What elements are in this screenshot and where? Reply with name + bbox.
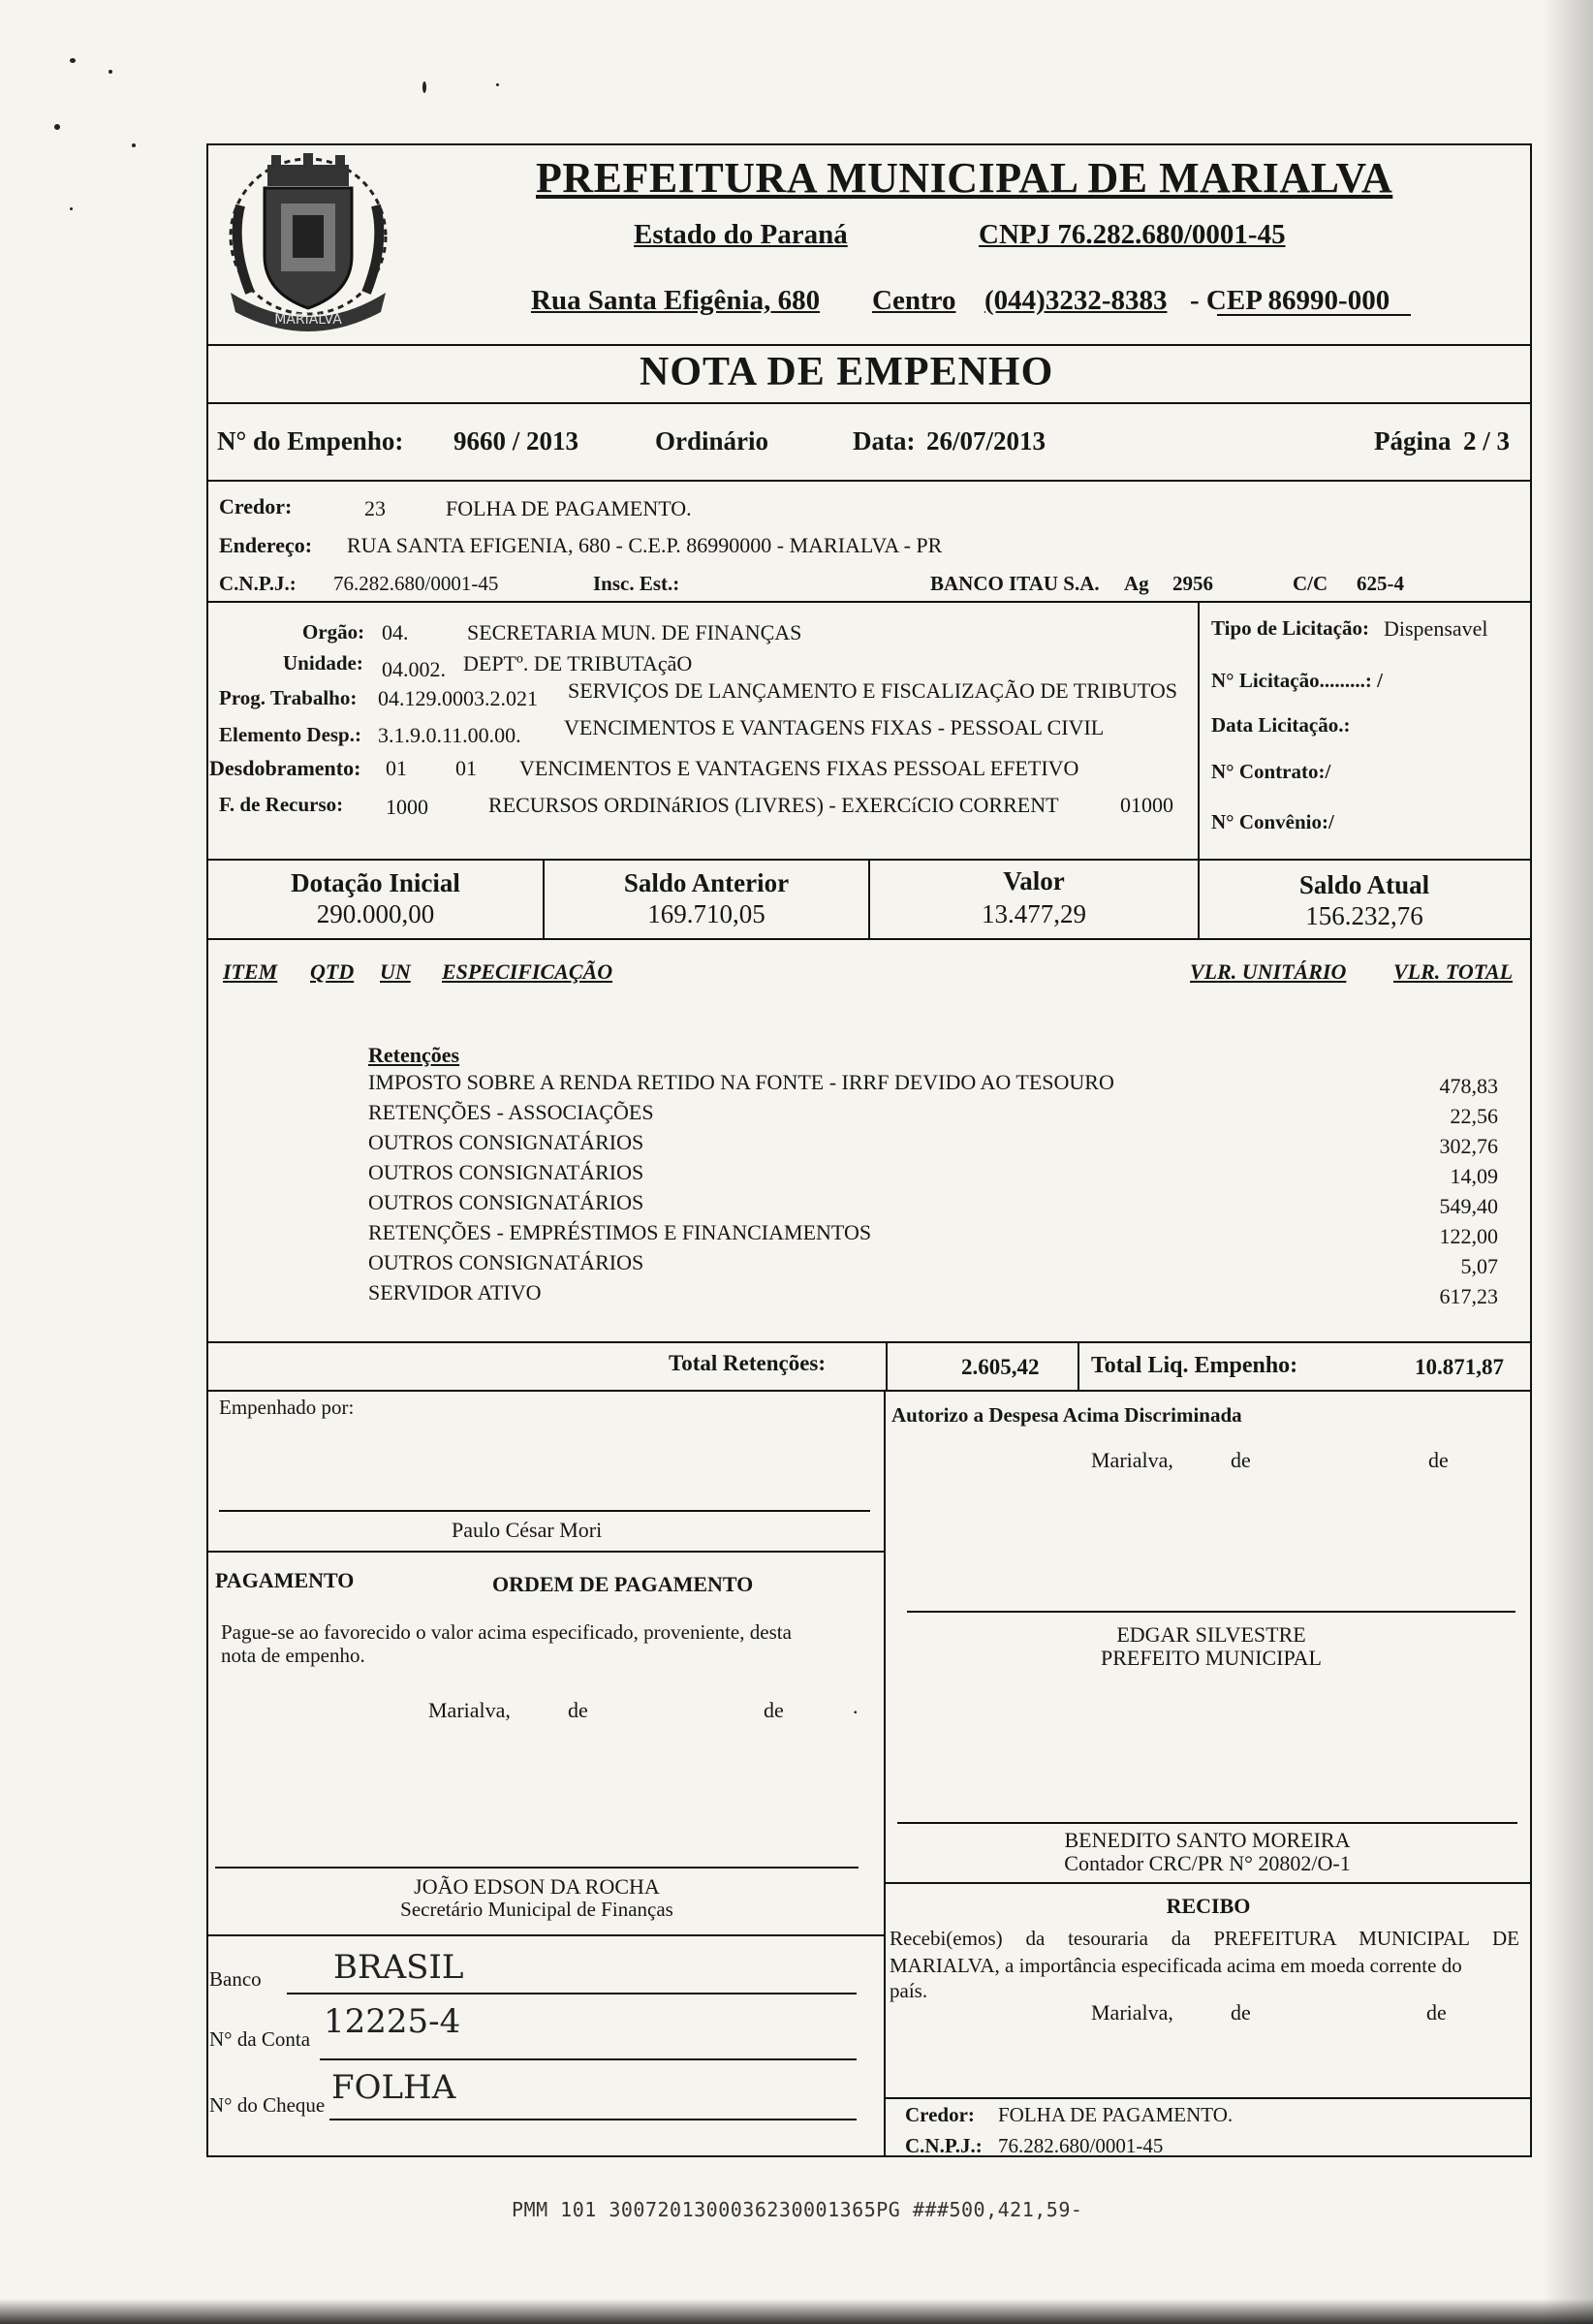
desdobramento-label: Desdobramento: bbox=[209, 756, 361, 780]
banco-label: Banco bbox=[209, 1967, 262, 1991]
divider-vertical bbox=[1198, 601, 1200, 859]
divider bbox=[206, 601, 1532, 603]
retencao-value: 549,40 bbox=[1439, 1194, 1498, 1218]
cnpj-value: 76.282.680/0001-45 bbox=[333, 572, 499, 595]
total-retencoes-value: 2.605,42 bbox=[961, 1355, 1040, 1379]
contador-cargo: Contador CRC/PR N° 20802/O-1 bbox=[1064, 1851, 1351, 1875]
retencao-value: 14,09 bbox=[1450, 1164, 1498, 1188]
autorizo-de-2: de bbox=[1428, 1448, 1449, 1472]
scan-speck bbox=[422, 81, 426, 93]
pague-se-text-2: nota de empenho. bbox=[221, 1644, 365, 1667]
secretario-cargo: Secretário Municipal de Finanças bbox=[400, 1898, 673, 1921]
retencao-desc: OUTROS CONSIGNATÁRIOS bbox=[368, 1160, 644, 1184]
scan-speck bbox=[109, 70, 112, 74]
tipo-licitacao-value: Dispensavel bbox=[1384, 616, 1488, 641]
conta-value: 12225-4 bbox=[324, 2002, 461, 2041]
total-liquido-label: Total Liq. Empenho: bbox=[1091, 1353, 1298, 1378]
scan-speck bbox=[54, 124, 60, 130]
divider bbox=[206, 402, 1532, 404]
retencao-value: 5,07 bbox=[1460, 1254, 1498, 1278]
tipo-licitacao-label: Tipo de Licitação: bbox=[1211, 616, 1369, 640]
saldo-anterior-value: 169.710,05 bbox=[647, 899, 765, 928]
especificacao-header: ESPECIFICAÇÃO bbox=[442, 959, 613, 984]
divider bbox=[206, 1390, 1532, 1392]
page-value: 2 / 3 bbox=[1463, 426, 1511, 455]
cnpj-label: C.N.P.J.: bbox=[219, 572, 297, 595]
recibo-text-3: país. bbox=[890, 1979, 928, 2002]
cep-header: - CEP 86990-000 bbox=[1190, 285, 1390, 316]
elemento-code: 3.1.9.0.11.00.00. bbox=[378, 723, 521, 747]
pague-se-text-1: Pague-se ao favorecido o valor acima especificado, proveniente, desta bbox=[221, 1620, 792, 1644]
svg-text:MARIALVA: MARIALVA bbox=[274, 312, 342, 328]
valor-value: 13.477,29 bbox=[982, 899, 1086, 928]
retencao-value: 302,76 bbox=[1439, 1134, 1498, 1158]
dotacao-inicial-label: Dotação Inicial bbox=[291, 868, 460, 897]
recibo-text-1: Recebi(emos) da tesouraria da PREFEITURA MUNICIPAL DE bbox=[890, 1927, 1519, 1950]
retencao-value: 122,00 bbox=[1439, 1224, 1498, 1248]
unidade-code: 04.002. bbox=[382, 657, 446, 681]
page-label: Página bbox=[1374, 426, 1452, 455]
licitacao-number: N° Licitação.........: / bbox=[1211, 669, 1383, 692]
centro-header: Centro bbox=[872, 285, 956, 316]
desdobramento-desc: VENCIMENTOS E VANTAGENS FIXAS PESSOAL EFETIVO bbox=[519, 756, 1079, 780]
mechanical-stamp: PMM 101 3007201300036230001365PG ###500,421,59- bbox=[512, 2198, 1083, 2221]
contrato-label: N° Contrato:/ bbox=[1211, 760, 1331, 783]
divider bbox=[884, 2097, 1532, 2099]
retencao-desc: RETENÇÕES - EMPRÉSTIMOS E FINANCIAMENTOS bbox=[368, 1220, 872, 1244]
coat-of-arms-icon bbox=[211, 147, 405, 341]
retencoes-title: Retenções bbox=[368, 1043, 460, 1067]
signature-line bbox=[897, 1822, 1517, 1824]
recibo-title: RECIBO bbox=[1166, 1894, 1251, 1918]
pagamento-de-2: de bbox=[764, 1698, 784, 1722]
retencao-value: 22,56 bbox=[1450, 1104, 1498, 1128]
recibo-de-2: de bbox=[1426, 2000, 1447, 2025]
recibo-text-2: MARIALVA, a importância especificada acima em moeda corrente do bbox=[890, 1954, 1462, 1977]
convenio-label: N° Convênio:/ bbox=[1211, 810, 1334, 833]
recibo-de-1: de bbox=[1231, 2000, 1251, 2025]
empenhado-por-label: Empenhado por: bbox=[219, 1396, 355, 1419]
conta-line bbox=[320, 2058, 857, 2060]
scan-speck bbox=[70, 207, 73, 210]
divider bbox=[206, 1341, 1532, 1343]
retencao-value: 617,23 bbox=[1439, 1284, 1498, 1308]
telefone-header: (044)3232-8383 bbox=[984, 285, 1168, 316]
banco-line bbox=[287, 1993, 857, 1994]
prog-trabalho-desc: SERVIÇOS DE LANÇAMENTO E FISCALIZAÇÃO DE TRIBUTOS bbox=[568, 678, 1177, 703]
endereco-value: RUA SANTA EFIGENIA, 680 - C.E.P. 86990000 - MARIALVA - PR bbox=[347, 533, 943, 557]
divider-vertical bbox=[886, 1341, 888, 1390]
unidade-desc: DEPTº. DE TRIBUTAçãO bbox=[463, 651, 693, 675]
saldo-atual-label: Saldo Atual bbox=[1298, 870, 1430, 899]
cheque-line bbox=[329, 2119, 857, 2120]
prefeito-nome: EDGAR SILVESTRE bbox=[1116, 1622, 1306, 1647]
unidade-label: Unidade: bbox=[283, 651, 363, 675]
credor-code: 23 bbox=[364, 496, 386, 520]
scan-edge-shadow bbox=[1543, 0, 1593, 2324]
pagamento-cidade: Marialva, bbox=[428, 1698, 511, 1722]
qtd-header: QTD bbox=[310, 959, 355, 984]
licitacao-date: Data Licitação.: bbox=[1211, 713, 1351, 737]
divider bbox=[206, 1551, 884, 1553]
cheque-label: N° do Cheque bbox=[209, 2093, 326, 2117]
scan-speck bbox=[132, 143, 136, 147]
recibo-cnpj-value: 76.282.680/0001-45 bbox=[998, 2134, 1164, 2157]
vlr-unitario-header: VLR. UNITÁRIO bbox=[1190, 959, 1347, 984]
empenho-type: Ordinário bbox=[655, 426, 769, 455]
divider-vertical bbox=[1078, 1341, 1079, 1390]
retencao-desc: SERVIDOR ATIVO bbox=[368, 1280, 542, 1304]
empenhado-por-nome: Paulo César Mori bbox=[452, 1518, 603, 1542]
desdobramento-a: 01 bbox=[386, 756, 407, 780]
dotacao-inicial-value: 290.000,00 bbox=[316, 899, 435, 928]
cnpj-header: CNPJ 76.282.680/0001-45 bbox=[979, 219, 1286, 250]
divider bbox=[206, 1934, 884, 1936]
elemento-label: Elemento Desp.: bbox=[219, 723, 361, 746]
document-title: NOTA DE EMPENHO bbox=[640, 350, 1054, 394]
orgao-code: 04. bbox=[382, 620, 409, 644]
recibo-credor-value: FOLHA DE PAGAMENTO. bbox=[998, 2103, 1234, 2126]
pagamento-label: PAGAMENTO bbox=[215, 1568, 355, 1592]
divider-vertical bbox=[884, 1390, 886, 2157]
retencao-desc: OUTROS CONSIGNATÁRIOS bbox=[368, 1250, 644, 1274]
elemento-desc: VENCIMENTOS E VANTAGENS FIXAS - PESSOAL CIVIL bbox=[564, 715, 1105, 739]
ordem-pagamento-label: ORDEM DE PAGAMENTO bbox=[492, 1572, 754, 1596]
prefeitura-title: PREFEITURA MUNICIPAL DE MARIALVA bbox=[536, 154, 1393, 202]
endereco-header: Rua Santa Efigênia, 680 bbox=[531, 285, 821, 316]
prog-trabalho-code: 04.129.0003.2.021 bbox=[378, 686, 538, 710]
agencia-label: Ag bbox=[1124, 572, 1149, 595]
secretario-nome: JOÃO EDSON DA ROCHA bbox=[414, 1874, 660, 1899]
banco-name: BANCO ITAU S.A. bbox=[930, 572, 1100, 595]
empenho-number-value: 9660 / 2013 bbox=[453, 426, 579, 455]
conta-corrente-value: 625-4 bbox=[1357, 572, 1404, 595]
conta-corrente-label: C/C bbox=[1293, 572, 1328, 595]
prefeito-cargo: PREFEITO MUNICIPAL bbox=[1101, 1646, 1322, 1670]
credor-label: Credor: bbox=[219, 494, 293, 518]
recurso-label: F. de Recurso: bbox=[219, 793, 344, 816]
valor-label: Valor bbox=[1003, 866, 1065, 895]
un-header: UN bbox=[380, 959, 411, 984]
contador-nome: BENEDITO SANTO MOREIRA bbox=[1064, 1828, 1351, 1852]
total-retencoes-label: Total Retenções: bbox=[669, 1351, 827, 1375]
scan-bottom-shadow bbox=[0, 2299, 1593, 2324]
pagamento-de-1: de bbox=[568, 1698, 588, 1722]
recibo-credor-label: Credor: bbox=[905, 2103, 975, 2126]
retencao-desc: IMPOSTO SOBRE A RENDA RETIDO NA FONTE - IRRF DEVIDO AO TESOURO bbox=[368, 1070, 1114, 1094]
retencao-desc: OUTROS CONSIGNATÁRIOS bbox=[368, 1130, 644, 1154]
signature-line bbox=[907, 1611, 1515, 1613]
orgao-label: Orgão: bbox=[302, 620, 365, 644]
autorizo-despesa: Autorizo a Despesa Acima Discriminada bbox=[891, 1403, 1242, 1427]
cep-underline bbox=[1217, 314, 1411, 316]
retencao-value: 478,83 bbox=[1439, 1074, 1498, 1098]
recurso-code: 1000 bbox=[386, 795, 428, 819]
divider bbox=[206, 938, 1532, 940]
vlr-total-header: VLR. TOTAL bbox=[1393, 959, 1514, 984]
divider bbox=[206, 344, 1532, 346]
scan-speck bbox=[70, 58, 76, 63]
retencao-desc: OUTROS CONSIGNATÁRIOS bbox=[368, 1190, 644, 1214]
signature-line bbox=[219, 1510, 870, 1512]
scan-speck bbox=[496, 83, 499, 86]
retencao-desc: RETENÇÕES - ASSOCIAÇÕES bbox=[368, 1100, 654, 1124]
recibo-cnpj-label: C.N.P.J.: bbox=[905, 2134, 983, 2157]
conta-label: N° da Conta bbox=[209, 2027, 311, 2051]
endereco-label: Endereço: bbox=[219, 533, 313, 557]
autorizo-cidade: Marialva, bbox=[1091, 1448, 1173, 1472]
item-header: ITEM bbox=[223, 959, 278, 984]
cheque-value: FOLHA bbox=[331, 2068, 456, 2107]
banco-value: BRASIL bbox=[333, 1948, 464, 1987]
prog-trabalho-label: Prog. Trabalho: bbox=[219, 686, 358, 709]
empenho-date-label: Data: bbox=[853, 426, 916, 455]
insc-est-label: Insc. Est.: bbox=[593, 572, 680, 595]
recibo-cidade: Marialva, bbox=[1091, 2000, 1173, 2025]
divider bbox=[206, 480, 1532, 482]
pagamento-dot: . bbox=[853, 1694, 859, 1718]
total-liquido-value: 10.871,87 bbox=[1415, 1355, 1504, 1379]
credor-name: FOLHA DE PAGAMENTO. bbox=[446, 496, 692, 520]
estado-label: Estado do Paraná bbox=[634, 219, 848, 250]
empenho-date-value: 26/07/2013 bbox=[926, 426, 1046, 455]
recurso-number: 01000 bbox=[1120, 793, 1173, 817]
agencia-value: 2956 bbox=[1172, 572, 1213, 595]
orgao-desc: SECRETARIA MUN. DE FINANÇAS bbox=[467, 620, 802, 644]
autorizo-de-1: de bbox=[1231, 1448, 1251, 1472]
empenho-number-label: N° do Empenho: bbox=[217, 426, 404, 455]
signature-line bbox=[215, 1867, 859, 1869]
desdobramento-b: 01 bbox=[455, 756, 477, 780]
saldo-anterior-label: Saldo Anterior bbox=[623, 868, 790, 897]
saldo-atual-value: 156.232,76 bbox=[1305, 901, 1423, 930]
divider bbox=[884, 1882, 1532, 1884]
recurso-desc: RECURSOS ORDINáRIOS (LIVRES) - EXERCíCIO CORRENT bbox=[488, 793, 1059, 817]
